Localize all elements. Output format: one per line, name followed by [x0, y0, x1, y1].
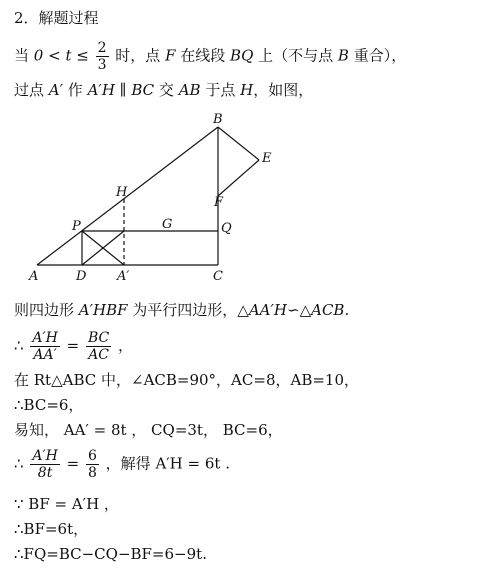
label-G: G	[162, 217, 173, 232]
fraction-6-over-8: $\frac{6}{8}$	[87, 448, 97, 481]
segment-AB	[37, 127, 218, 265]
because-line: ∵ BF = A′H ，	[14, 495, 119, 513]
fraction-two-thirds: $\frac{2}{3}$	[97, 40, 107, 73]
bf-line: ∴BF=6t，	[14, 520, 89, 538]
label-D: D	[76, 269, 87, 284]
label-F: F	[214, 195, 224, 210]
section-heading: 2．解题过程	[14, 9, 99, 27]
fraction-AH-over-AA: $\frac{A'H}{AA'}$	[32, 330, 58, 363]
label-Q: Q	[221, 221, 232, 236]
label-H: H	[116, 185, 128, 200]
label-P: P	[72, 219, 81, 234]
bc-line: ∴BC=6，	[14, 396, 84, 414]
label-A: A	[29, 269, 39, 284]
construction-line: 过点 A′ 作 A′H ∥ BC 交 AB 于点 H，如图，	[14, 81, 314, 99]
fraction-BC-over-AC: $\frac{BC}{AC}$	[87, 330, 110, 363]
parallelogram-line: 则四边形 A′HBF 为平行四边形，△AA′H∽△ACB.	[14, 301, 350, 319]
label-C: C	[213, 269, 223, 284]
label-E: E	[262, 151, 272, 166]
condition-line: 当 0 < t ≤ $\frac{2}{3}$ 时，点 F 在线段 BQ 上（不与点 B 重合），	[14, 40, 407, 73]
fq-line: ∴FQ=BC−CQ−BF=6−9t.	[14, 545, 207, 563]
ratio-line: ∴ $\frac{A'H}{AA'}$ = $\frac{BC}{AC}$ ，	[14, 330, 134, 363]
known-values-line: 易知， AA′ = 8t ， CQ=3t， BC=6，	[14, 421, 283, 439]
label-A-prime: A′	[117, 269, 130, 284]
solve-line: ∴ $\frac{A'H}{8t}$ = $\frac{6}{8}$ ，解得 A′H = 6t .	[14, 448, 230, 481]
right-triangle-line: 在 Rt△ABC 中，∠ACB=90°，AC=8，AB=10，	[14, 371, 359, 389]
segment-EF	[218, 160, 259, 196]
label-B: B	[213, 112, 223, 127]
segment-BE	[218, 127, 259, 160]
geometry-figure	[0, 110, 495, 290]
fraction-AH-over-8t: $\frac{A'H}{8t}$	[32, 448, 58, 481]
